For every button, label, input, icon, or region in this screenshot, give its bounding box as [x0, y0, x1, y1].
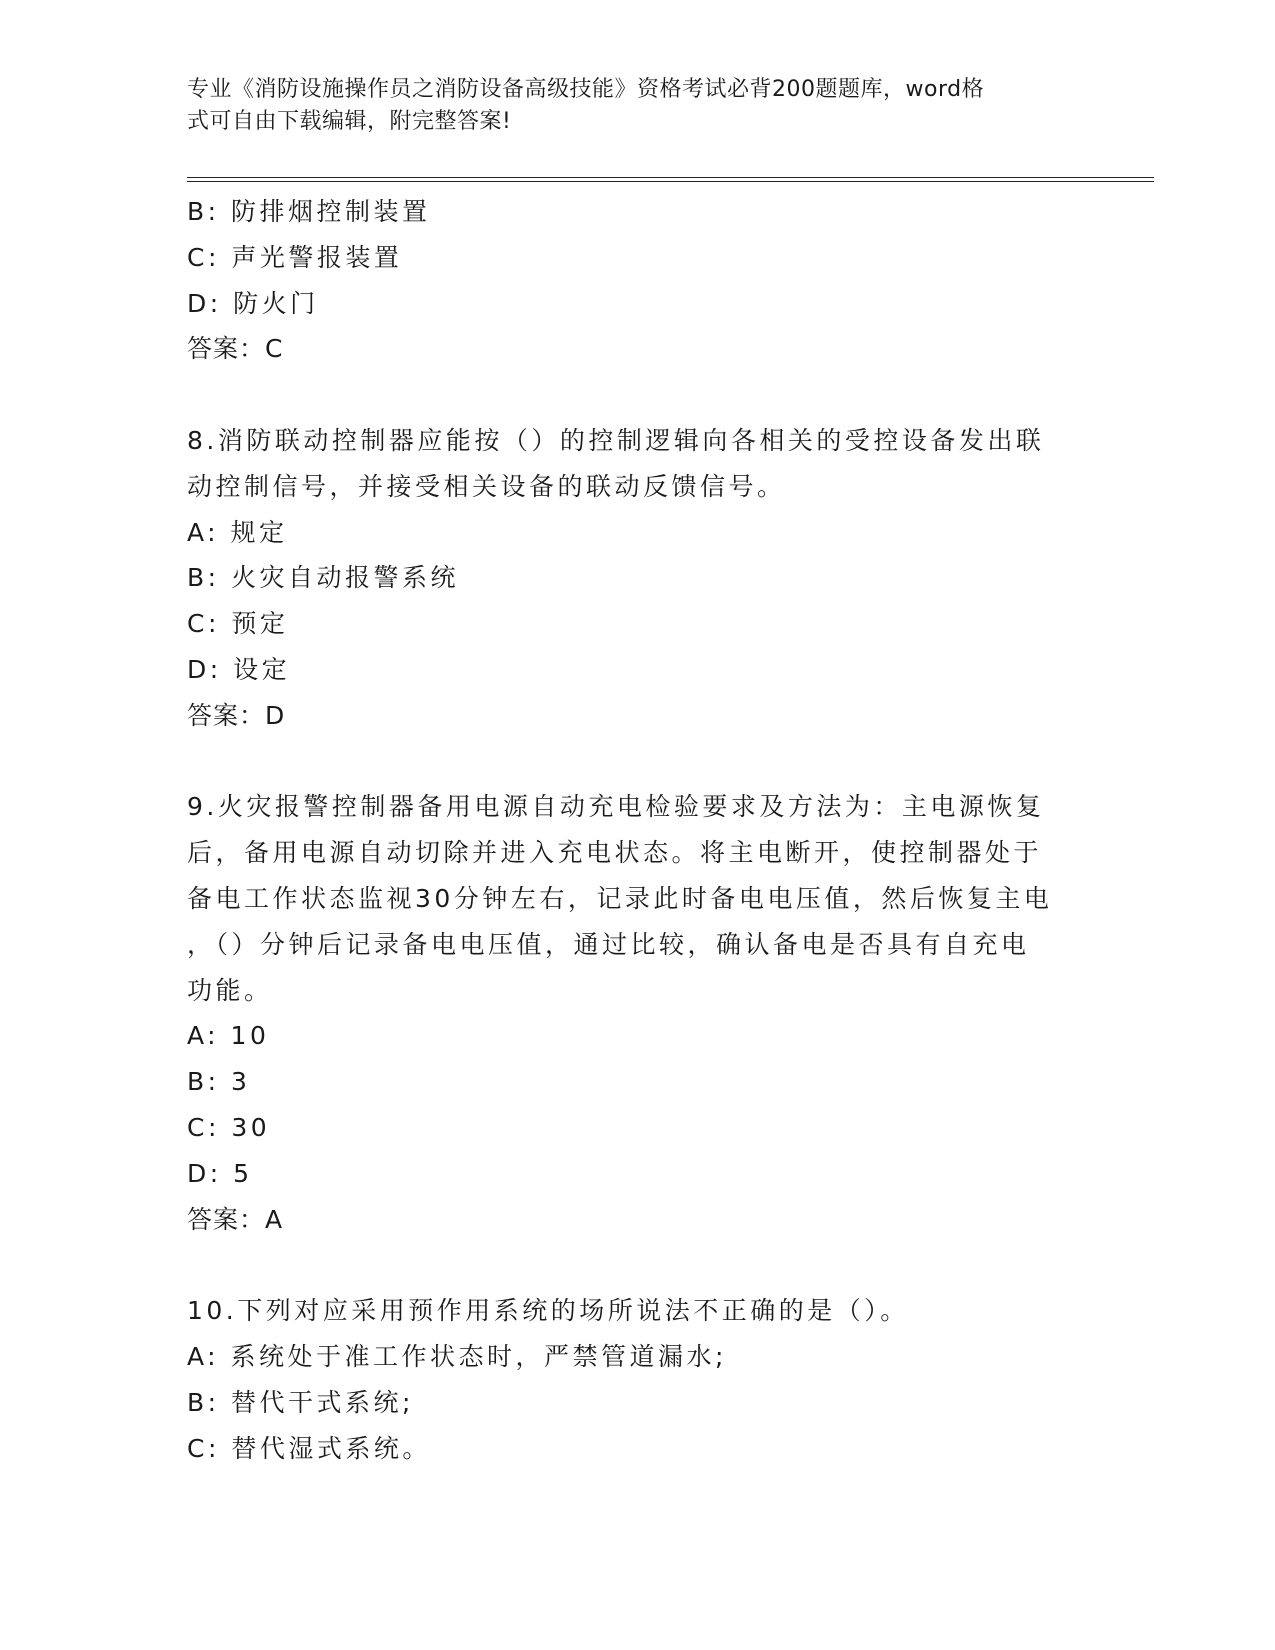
question-text-line: 动控制信号，并接受相关设备的联动反馈信号。	[187, 471, 786, 501]
spacer	[187, 739, 1087, 785]
option-d: D: 设定	[187, 654, 291, 684]
option-c: C: 预定	[187, 609, 289, 639]
header-divider-top	[187, 177, 1154, 178]
question-text-line: 功能。	[187, 975, 273, 1005]
question-text-line: 备电工作状态监视30分钟左右，记录此时备电电压值，然后恢复主电	[187, 883, 1053, 913]
option-a: A: 10	[187, 1021, 270, 1051]
question-text-line: 后，备用电源自动切除并进入充电状态。将主电断开，使控制器处于	[187, 838, 1043, 868]
option-d: D: 防火门	[187, 288, 319, 318]
question-8	[187, 418, 1087, 739]
document-header	[187, 74, 1067, 138]
option-b: B: 防排烟控制装置	[187, 197, 431, 226]
question-text-line: 8.消防联动控制器应能按（）的控制逻辑向各相关的受控设备发出联	[187, 425, 1045, 455]
question-text-line: 9.火灾报警控制器备用电源自动充电检验要求及方法为：主电源恢复	[187, 792, 1045, 822]
spacer	[187, 372, 1087, 418]
header-line-2: 式可自由下载编辑，附完整答案!	[187, 109, 512, 134]
question-10	[187, 1288, 1087, 1471]
answer: 答案：C	[187, 334, 284, 364]
header-divider-bottom	[187, 181, 1154, 182]
question-7-tail	[187, 189, 1087, 372]
option-a: A: 系统处于准工作状态时，严禁管道漏水;	[187, 1341, 727, 1371]
option-c: C: 声光警报装置	[187, 242, 403, 272]
header-line-1: 专业《消防设施操作员之消防设备高级技能》资格考试必背200题题库，word格	[187, 77, 985, 102]
option-c: C: 30	[187, 1112, 271, 1142]
option-a: A: 规定	[187, 517, 288, 547]
option-b: B: 3	[187, 1067, 251, 1097]
document-body	[187, 189, 1087, 1471]
option-c: C: 替代湿式系统。	[187, 1433, 431, 1463]
spacer	[187, 1242, 1087, 1288]
option-d: D: 5	[187, 1158, 253, 1188]
option-b: B: 替代干式系统;	[187, 1387, 414, 1417]
question-text-line: 10.下列对应采用预作用系统的场所说法不正确的是（）。	[187, 1296, 909, 1326]
question-9	[187, 784, 1087, 1242]
answer: 答案：D	[187, 700, 286, 730]
question-text-line: ，（）分钟后记录备电电压值，通过比较，确认备电是否具有自充电	[187, 929, 1030, 959]
answer: 答案：A	[187, 1204, 284, 1234]
option-b: B: 火灾自动报警系统	[187, 563, 460, 593]
